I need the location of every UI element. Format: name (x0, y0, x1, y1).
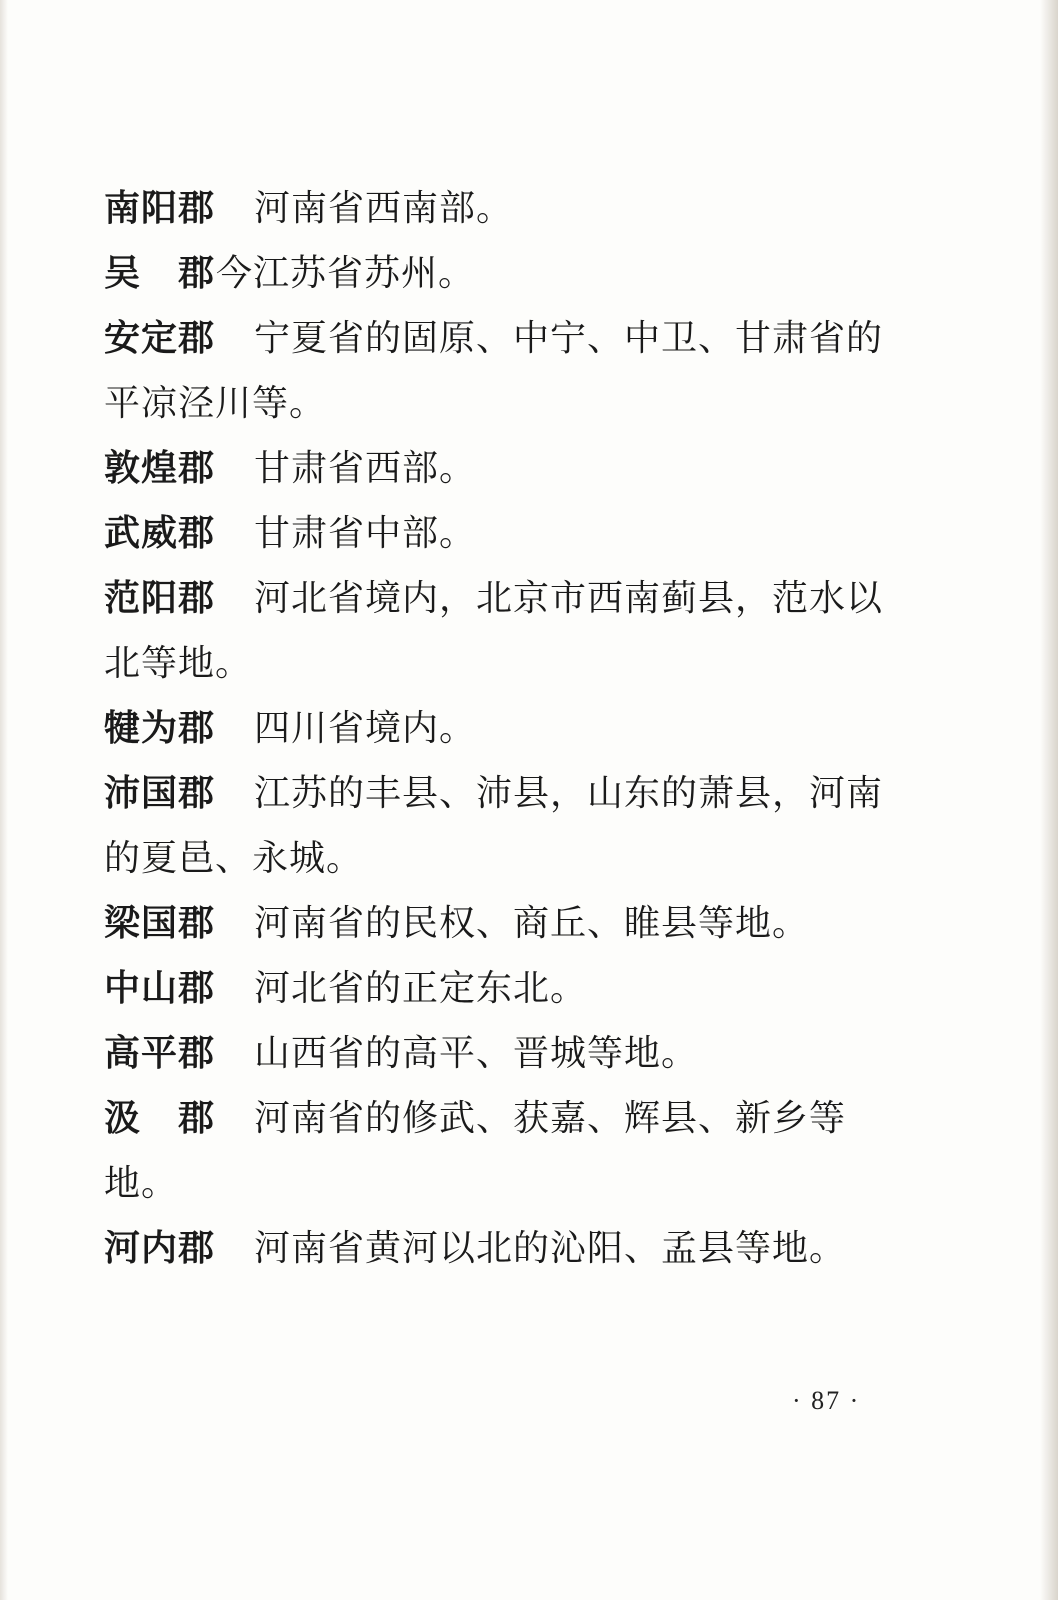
entry-description: 河南省的民权、商丘、睢县等地。 (254, 903, 810, 944)
entry-term: 沛国郡 (104, 773, 216, 814)
entry-description: 江苏的丰县、沛县，山东的萧县，河南的夏邑、永城。 (104, 773, 884, 879)
entry-nanyang (104, 176, 914, 241)
entry-peiguo (104, 761, 914, 891)
entry-description: 四川省境内。 (254, 708, 477, 749)
entry-qianwei (104, 696, 914, 761)
commandery-list (104, 176, 914, 1281)
entry-description: 河北省境内，北京市西南蓟县，范水以北等地。 (104, 578, 884, 684)
entry-wu (104, 241, 914, 306)
entry-description: 山西省的高平、晋城等地。 (254, 1033, 699, 1074)
entry-term: 汲 郡 (104, 1098, 216, 1139)
entry-description: 甘肃省西部。 (254, 448, 477, 489)
entry-description: 河南省黄河以北的沁阳、孟县等地。 (254, 1228, 847, 1269)
page-edge-right (1040, 0, 1058, 1600)
entry-description: 甘肃省中部。 (254, 513, 477, 554)
entry-anding (104, 306, 914, 436)
entry-gaoping (104, 1021, 914, 1086)
entry-term: 安定郡 (104, 318, 216, 359)
entry-term: 河内郡 (104, 1228, 216, 1269)
entry-term: 中山郡 (104, 968, 216, 1009)
entry-description: 宁夏省的固原、中宁、中卫、甘肃省的平凉泾川等。 (104, 318, 884, 424)
entry-description: 河北省的正定东北。 (254, 968, 588, 1009)
entry-description: 河南省的修武、获嘉、辉县、新乡等地。 (104, 1098, 847, 1204)
entry-liangguo (104, 891, 914, 956)
page-edge-left (0, 0, 8, 1600)
entry-henei (104, 1216, 914, 1281)
entry-term: 敦煌郡 (104, 448, 216, 489)
entry-zhongshan (104, 956, 914, 1021)
entry-term: 吴 郡 (104, 253, 216, 294)
entry-term: 犍为郡 (104, 708, 216, 749)
entry-term: 高平郡 (104, 1033, 216, 1074)
page-number: · 87 · (792, 1386, 861, 1415)
entry-term: 南阳郡 (104, 188, 216, 229)
entry-term: 武威郡 (104, 513, 216, 554)
entry-term: 梁国郡 (104, 903, 216, 944)
entry-ji (104, 1086, 914, 1216)
entry-term: 范阳郡 (104, 578, 216, 619)
entry-dunhuang (104, 436, 914, 501)
entry-description: 今江苏省苏州。 (216, 253, 476, 294)
entry-wuwei (104, 501, 914, 566)
entry-fanyang (104, 566, 914, 696)
entry-description: 河南省西南部。 (254, 188, 514, 229)
